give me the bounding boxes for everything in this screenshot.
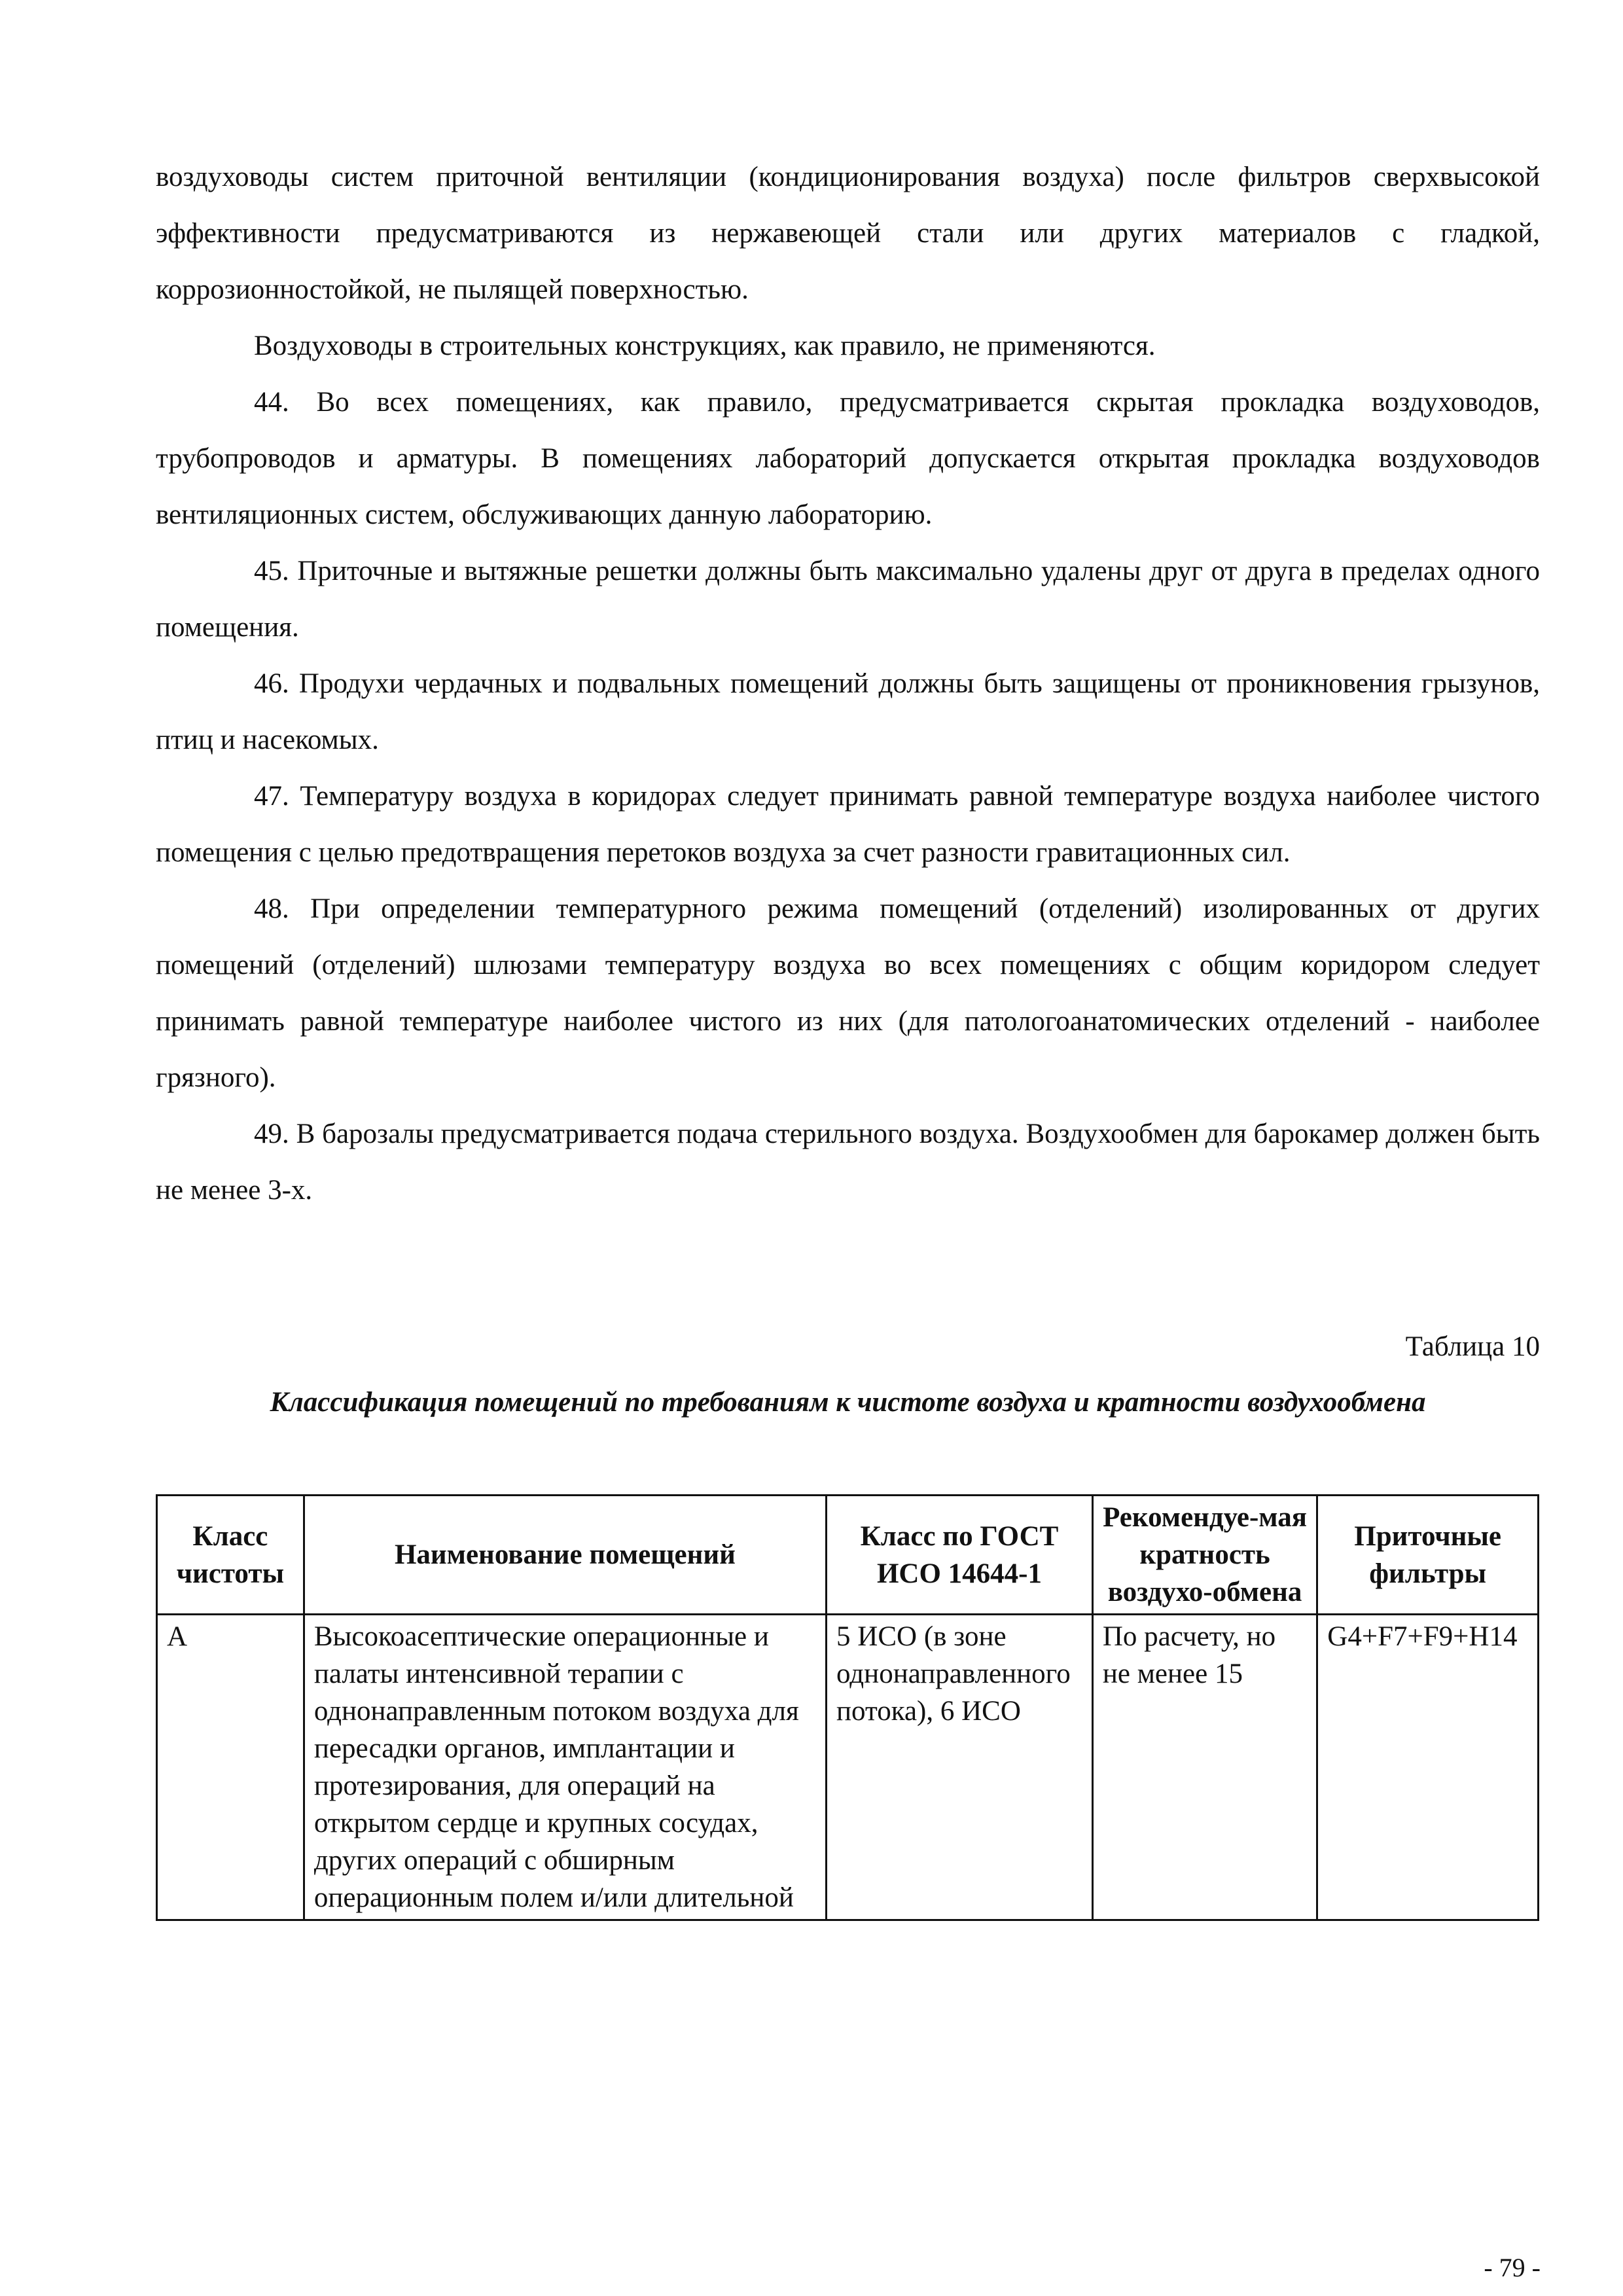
header-room-name: Наименование помещений [304, 1496, 826, 1615]
cell-supply-filters: G4+F7+F9+H14 [1317, 1615, 1539, 1920]
table-caption: Таблица 10 [1405, 1331, 1540, 1362]
paragraph-48: 48. При определении температурного режима помещений (отделений) изолированных от других помещений (отделений) шлюзами температуру воздуха во всех помещениях с общим коридором следует принимать равной температуре наиболее чистого из них (для патологоанатомических отделений - наиболее грязного). [156, 893, 1540, 1093]
cell-iso-class: 5 ИСО (в зоне однонаправленного потока), 6 ИСО [827, 1615, 1093, 1920]
header-air-exchange-rate: Рекомендуе-мая кратность воздухо-обмена [1092, 1496, 1317, 1615]
paragraph-45: 45. Приточные и вытяжные решетки должны быть максимально удалены друг от друга в пределах одного помещения. [156, 556, 1540, 643]
classification-table [156, 1494, 1539, 1921]
header-iso-class: Класс по ГОСТ ИСО 14644-1 [827, 1496, 1093, 1615]
paragraph-49: 49. В барозалы предусматривается подача стерильного воздуха. Воздухообмен для барокамер должен быть не менее 3-х. [156, 1119, 1540, 1206]
paragraph-1: воздуховоды систем приточной вентиляции (кондиционирования воздуха) после фильтров сверхвысокой эффективности предусматриваются из нержавеющей стали или других материалов с гладкой, коррозионностойкой, не пылящей поверхностью. [156, 162, 1540, 305]
table-title: Классификация помещений по требованиям к чистоте воздуха и кратности воздухообмена [270, 1387, 1426, 1418]
page-number: - 79 - [1484, 2253, 1541, 2282]
paragraph-46: 46. Продухи чердачных и подвальных помещений должны быть защищены от проникновения грызунов, птиц и насекомых. [156, 668, 1540, 755]
cell-room-name: Высокоасептические операционные и палаты интенсивной терапии с однонаправленным потоком воздуха для пересадки органов, имплантации и протезирования, для операций на открытом сердце и крупных сосудах, других операций с обширным операционным полем и/или длительной [304, 1615, 826, 1920]
table-header-row [157, 1496, 1539, 1615]
paragraph-2: Воздуховоды в строительных конструкциях, как правило, не применяются. [254, 331, 1156, 361]
body-text [156, 149, 1540, 1219]
table-row [157, 1615, 1539, 1920]
cell-air-exchange-rate: По расчету, но не менее 15 [1092, 1615, 1317, 1920]
document-page [156, 149, 1540, 1913]
header-cleanliness-class: Класс чистоты [157, 1496, 304, 1615]
header-supply-filters: Приточные фильтры [1317, 1496, 1539, 1615]
cell-class: А [157, 1615, 304, 1920]
paragraph-44: 44. Во всех помещениях, как правило, предусматривается скрытая прокладка воздуховодов, трубопроводов и арматуры. В помещениях лабораторий допускается открытая прокладка воздуховодов вентиляционных систем, обслуживающих данную лабораторию. [156, 387, 1540, 530]
paragraph-47: 47. Температуру воздуха в коридорах следует принимать равной температуре воздуха наиболее чистого помещения с целью предотвращения перетоков воздуха за счет разности гравитационных сил. [156, 781, 1540, 868]
